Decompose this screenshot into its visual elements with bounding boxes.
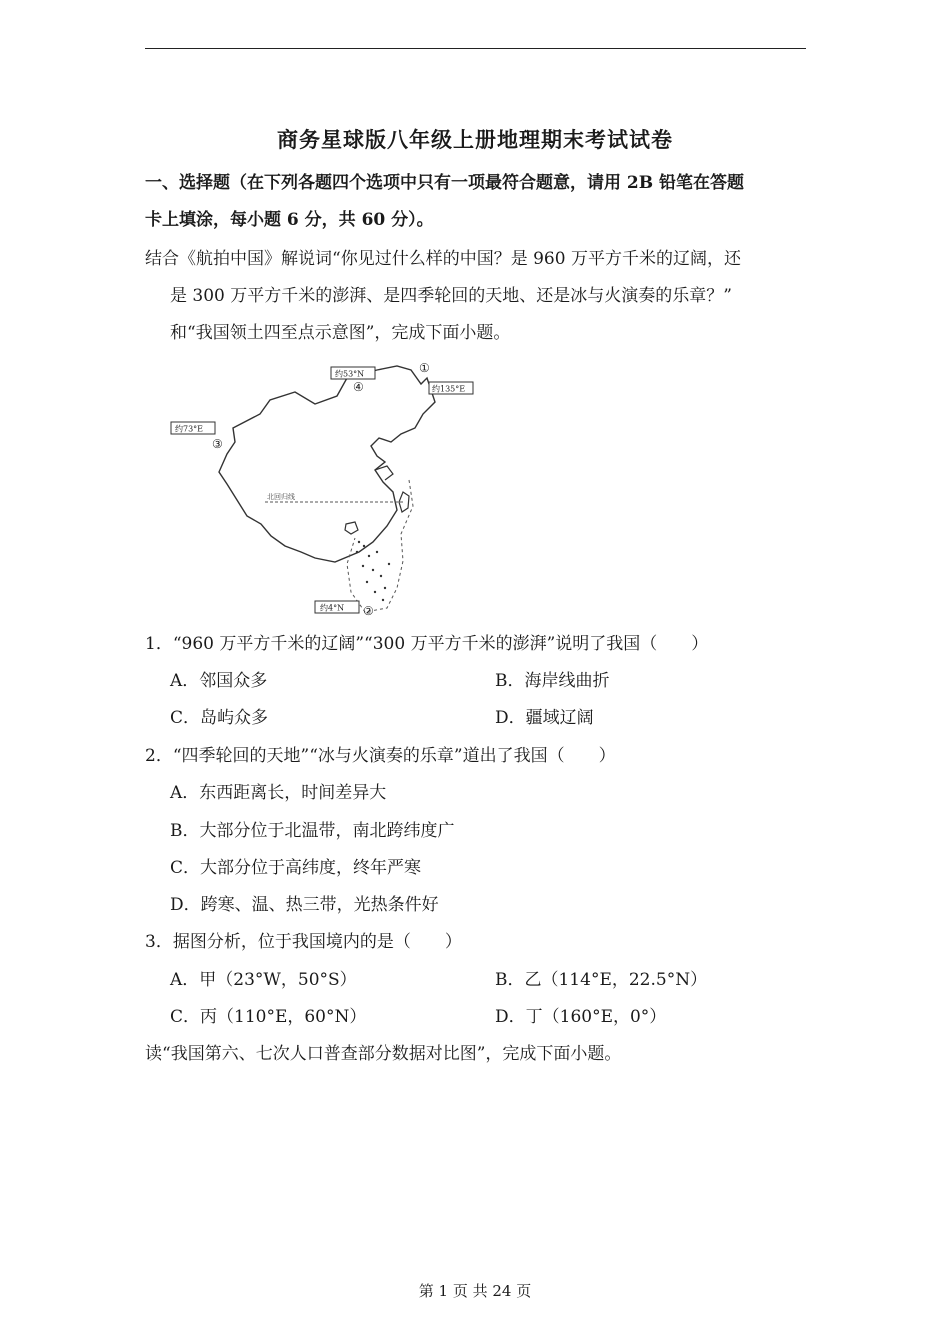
tropic-label: 北回归线	[267, 493, 295, 501]
question-3-option-d: D．丁（160°E，0°）	[495, 1007, 667, 1027]
question-1-option-c: C．岛屿众多	[170, 708, 269, 728]
question-3-option-b: B．乙（114°E，22.5°N）	[495, 970, 708, 990]
question-1-option-d: D．疆域辽阔	[495, 708, 594, 728]
question-3-option-a: A．甲（23°W，50°S）	[170, 970, 357, 990]
section-heading-line-2: 卡上填涂，每小题 6 分，共 60 分）。	[145, 210, 434, 230]
east-point-label: 约135°E	[432, 384, 466, 394]
question-2-option-d: D．跨寒、温、热三带，光热条件好	[170, 895, 439, 915]
question-2-stem: 2．“四季轮回的天地”“冰与火演奏的乐章”道出了我国（ ）	[145, 746, 616, 766]
maritime-boundary	[347, 480, 413, 612]
intro-line-1: 结合《航拍中国》解说词“你见过什么样的中国？是 960 万平方千米的辽阔，还	[145, 249, 741, 269]
china-outline	[219, 366, 435, 562]
section-heading-line-1: 一、选择题（在下列各题四个选项中只有一项最符合题意，请用 2B 铅笔在答题	[145, 173, 745, 193]
question-2-option-a: A．东西距离长，时间差异大	[170, 783, 387, 803]
question-2-option-c: C．大部分位于高纬度，终年严寒	[170, 858, 422, 878]
china-extreme-points-map	[165, 356, 495, 621]
header-rule	[145, 48, 806, 49]
marker-3: ③	[212, 437, 223, 451]
south-point-label: 约4°N	[320, 603, 345, 613]
question-1-option-b: B．海岸线曲折	[495, 671, 610, 691]
exam-title: 商务星球版八年级上册地理期末考试试卷	[277, 127, 673, 152]
north-point-label: 约53°N	[335, 369, 365, 379]
question-3-option-c: C．丙（110°E，60°N）	[170, 1007, 367, 1027]
intro-line-3: 和“我国领土四至点示意图”，完成下面小题。	[170, 323, 511, 343]
question-1-stem: 1．“960 万平方千米的辽阔”“300 万平方千米的澎湃”说明了我国（ ）	[145, 634, 709, 654]
page-footer: 第 1 页 共 24 页	[418, 1282, 532, 1300]
marker-1: ①	[419, 361, 430, 375]
intro-line-2: 是 300 万平方千米的澎湃、是四季轮回的天地、还是冰与火演奏的乐章？”	[170, 286, 732, 306]
hainan-island	[345, 522, 358, 534]
west-point-label: 约73°E	[175, 424, 204, 434]
next-section-intro: 读“我国第六、七次人口普查部分数据对比图”，完成下面小题。	[145, 1044, 622, 1064]
question-3-stem: 3．据图分析，位于我国境内的是（ ）	[145, 932, 462, 952]
marker-2: ②	[363, 604, 374, 618]
marker-4: ④	[353, 380, 364, 394]
question-1-option-a: A．邻国众多	[170, 671, 268, 691]
question-2-option-b: B．大部分位于北温带，南北跨纬度广	[170, 821, 455, 841]
